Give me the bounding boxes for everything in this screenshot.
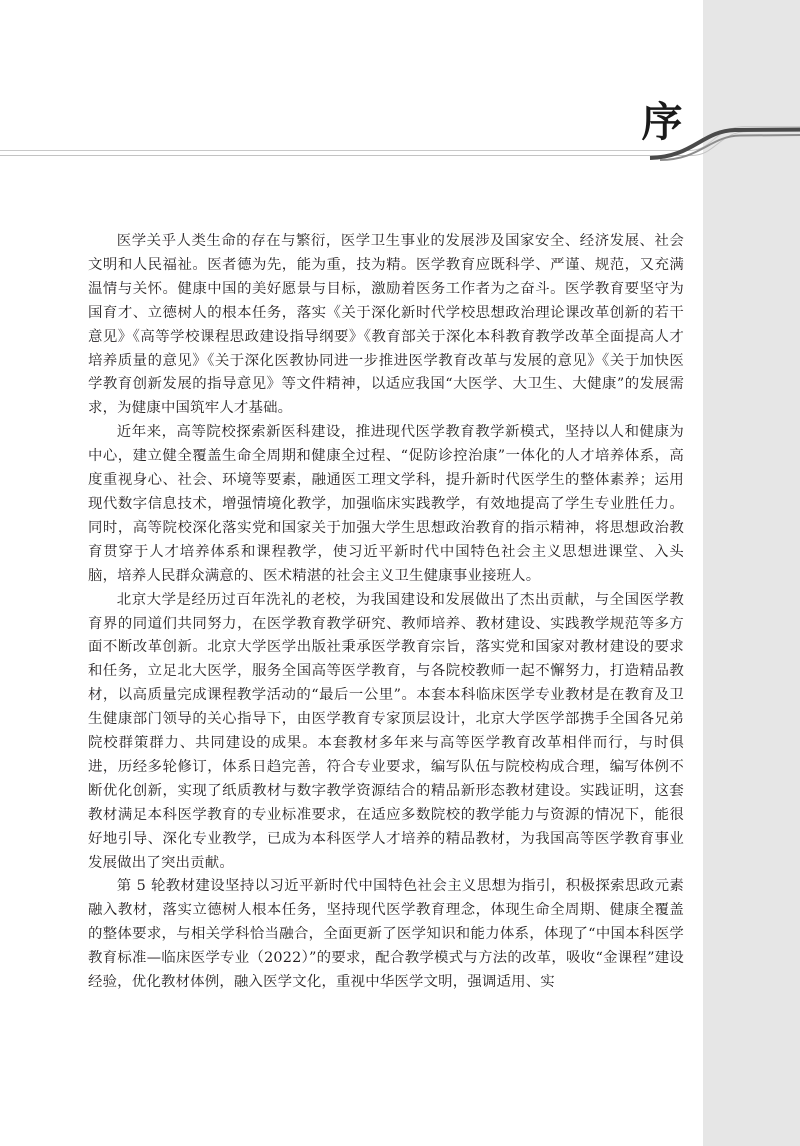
paragraph: 近年来，高等院校探索新医科建设，推进现代医学教育教学新模式，坚持以人和健康为中心，建立健全覆盖生命全周期和健康全过程、“促防诊控治康”一体化的人才培养体系，高度重视身心、社会、环境等要素，融通医工理文学科，提升新时代医学生的整体素养；运用现代数字信息技术，增强情境化教学，加强临床实践教学，有效地提高了学生专业胜任力。同时，高等院校深化落实党和国家关于加强大学生思想政治教育的指示精神，将思想政治教育贯穿于人才培养体系和课程教学，使习近平新时代中国特色社会主义思想进课堂、入头脑，培养人民群众满意的、医术精湛的社会主义卫生健康事业接班人。 <box>88 424 684 584</box>
paragraph: 医学关乎人类生命的存在与繁衍，医学卫生事业的发展涉及国家安全、经济发展、社会文明和人民福祉。医者德为先，能为重，技为精。医学教育应既科学、严谨、规范，又充满温情与关怀。健康中国的美好愿景与目标，激励着医务工作者为之奋斗。医学教育要坚守为国育才、立德树人的根本任务，落实《关于深化新时代学校思想政治理论课改革创新的若干意见》《高等学校课程思政建设指导纲要》《教育部关于深化本科教育教学改革全面提高人才培养质量的意见》《关于深化医教协同进一步推进医学教育改革与发展的意见》《关于加快医学教育创新发展的指导意见》等文件精神，以适应我国“大医学、大卫生、大健康”的发展需求，为健康中国筑牢人才基础。 <box>88 233 684 417</box>
paragraph: 北京大学是经历过百年洗礼的老校，为我国建设和发展做出了杰出贡献，与全国医学教育界的同道们共同努力，在医学教育教学研究、教师培养、教材建设、实践教学规范等多方面不断改革创新。北京大学医学出版社秉承医学教育宗旨，落实党和国家对教材建设的要求和任务，立足北大医学，服务全国高等医学教育，与各院校教师一起不懈努力，打造精品教材，以高质量完成课程教学活动的“最后一公里”。本套本科临床医学专业教材是在教育及卫生健康部门领导的关心指导下，由医学教育专家顶层设计，北京大学医学部携手全国各兄弟院校群策群力、共同建设的成果。本套教材多年来与高等医学教育改革相伴而行，与时俱进，历经多轮修订，体系日趋完善，符合专业要求，编写队伍与院校构成合理，编写体例不断优化创新，实现了纸质教材与数字教学资源结合的精品新形态教材建设。实践证明，这套教材满足本科医学教育的专业标准要求，在适应多数院校的教学能力与资源的情况下，能很好地引导、深化专业教学，已成为本科医学人才培养的精品教材，为我国高等医学教育事业发展做出了突出贡献。 <box>88 591 684 871</box>
paragraph: 第 5 轮教材建设坚持以习近平新时代中国特色社会主义思想为指引，积极探索思政元素融入教材，落实立德树人根本任务，坚持现代医学教育理念，体现生命全周期、健康全覆盖的整体要求，与相关学科恰当融合，全面更新了医学知识和能力体系，体现了“中国本科医学教育标准—临床医学专业（2022）”的要求，配合教学模式与方法的改革，吸收“金课程”建设经验，优化教材体例，融入医学文化，重视中华医学文明，强调适用、实 <box>88 878 684 991</box>
page-title: 序 <box>641 98 683 146</box>
preface-body <box>88 230 684 995</box>
